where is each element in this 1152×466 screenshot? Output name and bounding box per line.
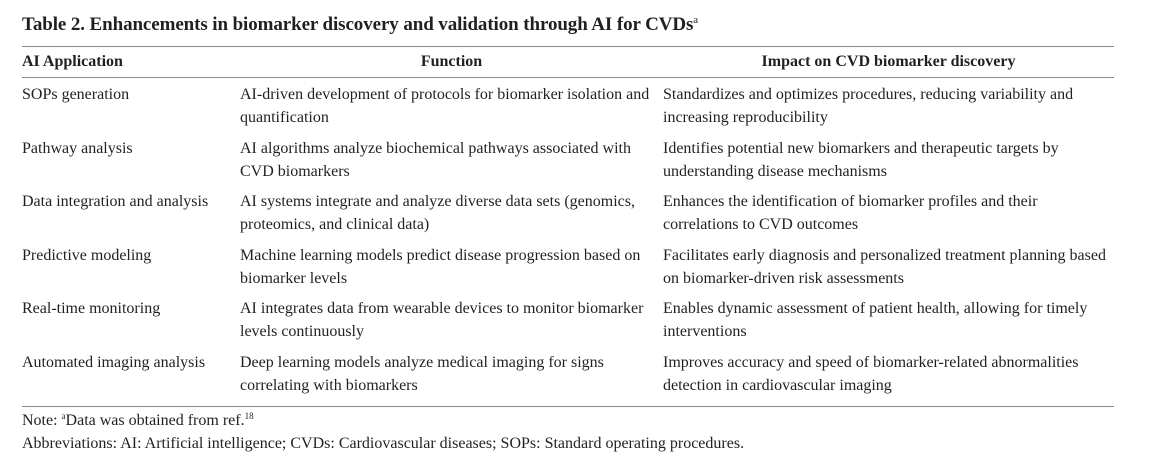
cell-application: Predictive modeling	[22, 246, 152, 264]
caption-text: Table 2. Enhancements in biomarker discovery and validation through AI for CVDs	[22, 14, 694, 35]
header-impact: Impact on CVD biomarker discovery	[761, 53, 1016, 70]
table-caption	[22, 12, 1114, 46]
cell-impact: Facilitates early diagnosis and personalized treatment planning based on biomarker-driven risk assessments	[663, 246, 1106, 287]
header-ai-application: AI Application	[22, 53, 123, 70]
table-row	[22, 83, 1114, 137]
cell-function: Machine learning models predict disease progression based on biomarker levels	[240, 246, 641, 287]
cell-function: AI algorithms analyze biochemical pathways associated with CVD biomarkers	[240, 139, 631, 180]
cell-impact: Standardizes and optimizes procedures, reducing variability and increasing reproducibility	[663, 86, 1074, 126]
cell-impact: Enables dynamic assessment of patient health, allowing for timely interventions	[663, 300, 1088, 340]
cell-function: AI-driven development of protocols for biomarker isolation and quantification	[240, 86, 650, 126]
cell-application: Automated imaging analysis	[22, 353, 206, 371]
abbreviations-note: Abbreviations: AI: Artificial intelligence; CVDs: Cardiovascular diseases; SOPs: Standard operating procedures.	[22, 435, 745, 452]
cell-impact: Enhances the identification of biomarker profiles and their correlations to CVD outcomes	[663, 193, 1038, 233]
cell-application: Pathway analysis	[22, 139, 133, 157]
note-reference: 18	[244, 411, 254, 421]
cell-application: Data integration and analysis	[22, 193, 209, 210]
cell-function: AI systems integrate and analyze diverse data sets (genomics, proteomics, and clinical data)	[240, 193, 635, 233]
table-row	[22, 351, 1114, 405]
caption-footnote-marker: a	[693, 14, 699, 26]
cell-application: SOPs generation	[22, 86, 130, 103]
note-footnote-marker: a	[61, 411, 66, 421]
cell-impact: Improves accuracy and speed of biomarker-related abnormalities detection in cardiovascular imaging	[663, 353, 1079, 394]
table-row	[22, 244, 1114, 298]
bottom-rule	[22, 406, 1114, 407]
table-row	[22, 137, 1114, 191]
cell-function: Deep learning models analyze medical imaging for signs correlating with biomarkers	[240, 353, 604, 394]
note-prefix: Note:	[22, 412, 62, 429]
cell-application: Real-time monitoring	[22, 300, 161, 317]
table-row	[22, 190, 1114, 244]
note-text: Data was obtained from ref.	[65, 412, 245, 429]
table-container	[22, 12, 1114, 455]
table-header-row	[22, 47, 1114, 77]
cell-impact: Identifies potential new biomarkers and therapeutic targets by understanding disease mechanisms	[663, 139, 1059, 180]
table-body	[22, 78, 1114, 406]
table-note	[22, 409, 1114, 432]
table-row	[22, 297, 1114, 351]
header-function: Function	[420, 53, 483, 70]
table-notes	[22, 409, 1114, 455]
cell-function: AI integrates data from wearable devices to monitor biomarker levels continuously	[240, 300, 644, 340]
